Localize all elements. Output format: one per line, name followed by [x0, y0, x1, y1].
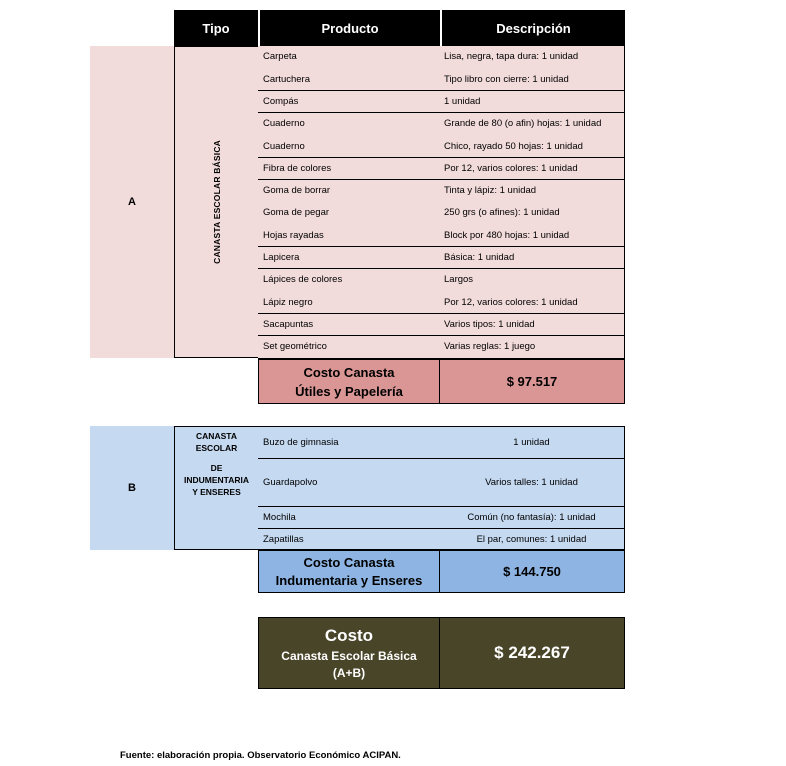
- section-a-producto: Goma de borrar: [263, 185, 331, 197]
- section-a-tipo-cell: [174, 46, 259, 358]
- header-descripcion-label: Descripción: [496, 20, 571, 36]
- section-b-producto-cell: [258, 458, 440, 506]
- section-a-producto-cell: [258, 202, 440, 225]
- header-producto: [258, 10, 440, 46]
- section-a-producto-cell: [258, 46, 440, 69]
- total-label-line1: Costo: [324, 626, 374, 645]
- section-a-descripcion: Varias reglas: 1 juego: [444, 341, 536, 353]
- section-a-descripcion: Lisa, negra, tapa dura: 1 unidad: [444, 51, 579, 63]
- section-a-tipo: CANASTA ESCOLAR BÁSICA: [211, 140, 222, 264]
- section-b-descripcion-cell: [439, 458, 625, 506]
- section-a-producto: Set geométrico: [263, 341, 327, 353]
- section-b-letter: B: [128, 482, 136, 494]
- section-b-producto-cell: [258, 528, 440, 550]
- section-a-descripcion: Básica: 1 unidad: [444, 252, 515, 264]
- section-a-producto-cell: [258, 91, 440, 114]
- section-a-producto-cell: [258, 68, 440, 91]
- section-b-descripcion-cell: [439, 506, 625, 528]
- section-a-cost-value: $ 97.517: [506, 374, 558, 389]
- section-b-tipo-line3: DE: [210, 463, 223, 473]
- section-a-descripcion-cell: [439, 113, 625, 136]
- section-a-descripcion-cell: [439, 202, 625, 225]
- section-a-producto-cell: [258, 314, 440, 337]
- section-a-producto-cell: [258, 336, 440, 359]
- section-a-descripcion-cell: [439, 91, 625, 114]
- section-b-cost-label: [258, 550, 440, 593]
- section-a-descripcion: Largos: [444, 274, 474, 286]
- section-b-descripcion: 1 unidad: [513, 437, 550, 448]
- section-a-producto-cell: [258, 224, 440, 247]
- section-a-descripcion: Por 12, varios colores: 1 unidad: [444, 162, 578, 174]
- section-a-cost-label: [258, 359, 440, 404]
- section-a-descripcion: 250 grs (o afines): 1 unidad: [444, 207, 560, 219]
- section-a-producto-cell: [258, 135, 440, 158]
- section-a-descripcion-cell: [439, 180, 625, 203]
- section-a-descripcion-cell: [439, 336, 625, 359]
- header-producto-label: Producto: [321, 20, 379, 36]
- footer-source: Fuente: elaboración propia. Observatorio Económico ACIPAN.: [120, 750, 401, 761]
- section-b-descripcion: Varios talles: 1 unidad: [485, 477, 578, 488]
- section-b-descripcion-cell: [439, 426, 625, 458]
- section-b-tipo-line2: ESCOLAR: [195, 443, 238, 453]
- section-b-letter-cell: [90, 426, 174, 550]
- section-a-producto: Lápices de colores: [263, 274, 343, 286]
- section-a-cost-label-line1: Costo Canasta: [303, 364, 395, 380]
- section-b-producto: Zapatillas: [263, 533, 304, 545]
- section-a-producto-cell: [258, 113, 440, 136]
- section-a-producto-cell: [258, 269, 440, 292]
- section-a-producto-cell: [258, 247, 440, 270]
- section-b-producto-cell: [258, 506, 440, 528]
- section-a-producto: Cuaderno: [263, 118, 305, 130]
- section-b-producto: Guardapolvo: [263, 477, 318, 488]
- section-a-descripcion-cell: [439, 269, 625, 292]
- total-label-line3: (A+B): [332, 666, 366, 680]
- section-b-producto: Buzo de gimnasia: [263, 437, 339, 448]
- total-value: $ 242.267: [494, 643, 570, 662]
- section-b-cost-label-line1: Costo Canasta: [303, 554, 395, 570]
- section-a-producto: Lapicera: [263, 252, 300, 264]
- section-b-producto-cell: [258, 426, 440, 458]
- section-a-descripcion: Varios tipos: 1 unidad: [444, 318, 535, 330]
- header-tipo: [174, 10, 258, 46]
- section-b-cost-value: $ 144.750: [503, 564, 561, 579]
- section-b-producto: Mochila: [263, 512, 296, 523]
- section-a-producto: Cartuchera: [263, 73, 310, 85]
- section-b-tipo-cell: [174, 426, 259, 550]
- section-a-descripcion-cell: [439, 68, 625, 91]
- header-descripcion: [440, 10, 625, 46]
- section-a-descripcion: Por 12, varios colores: 1 unidad: [444, 296, 578, 308]
- total-label-line2: Canasta Escolar Básica: [281, 649, 417, 663]
- section-a-cost-label-line2: Útiles y Papelería: [295, 383, 403, 399]
- section-a-producto-cell: [258, 158, 440, 181]
- section-a-producto: Carpeta: [263, 51, 297, 63]
- section-a-descripcion-cell: [439, 224, 625, 247]
- section-a-letter-cell: [90, 46, 174, 358]
- section-b-tipo-line1: CANASTA: [196, 431, 237, 441]
- section-a-descripcion-cell: [439, 314, 625, 337]
- section-a-descripcion: Chico, rayado 50 hojas: 1 unidad: [444, 140, 583, 152]
- section-a-producto: Hojas rayadas: [263, 229, 324, 241]
- section-a-descripcion-cell: [439, 291, 625, 314]
- section-a-producto-cell: [258, 291, 440, 314]
- total-label-cell: [258, 617, 440, 689]
- section-b-tipo-line5: Y ENSERES: [192, 487, 241, 497]
- section-a-descripcion: Block por 480 hojas: 1 unidad: [444, 229, 570, 241]
- section-b-cost-value-cell: [439, 550, 625, 593]
- section-b-descripcion: El par, comunes: 1 unidad: [476, 533, 587, 545]
- section-a-descripcion-cell: [439, 46, 625, 69]
- section-a-producto: Lápiz negro: [263, 296, 313, 308]
- section-a-letter: A: [128, 196, 136, 208]
- section-b-descripcion: Común (no fantasía): 1 unidad: [467, 512, 596, 523]
- section-b-cost-label-line2: Indumentaria y Enseres: [275, 572, 423, 588]
- header-tipo-label: Tipo: [202, 20, 230, 36]
- section-a-cost-value-cell: [439, 359, 625, 404]
- total-value-cell: [439, 617, 625, 689]
- section-a-descripcion-cell: [439, 247, 625, 270]
- section-b-tipo-line4: INDUMENTARIA: [183, 475, 249, 485]
- section-a-descripcion: Tipo libro con cierre: 1 unidad: [444, 73, 569, 85]
- section-a-producto: Fibra de colores: [263, 162, 332, 174]
- section-b-descripcion-cell: [439, 528, 625, 550]
- section-a-descripcion: Grande de 80 (o afin) hojas: 1 unidad: [444, 118, 602, 130]
- section-a-descripcion: Tinta y lápiz: 1 unidad: [444, 185, 537, 197]
- section-a-descripcion: 1 unidad: [444, 95, 481, 107]
- section-a-descripcion-cell: [439, 135, 625, 158]
- section-a-producto: Goma de pegar: [263, 207, 330, 219]
- section-a-producto: Cuaderno: [263, 140, 305, 152]
- section-a-producto: Sacapuntas: [263, 318, 314, 330]
- section-a-descripcion-cell: [439, 158, 625, 181]
- section-a-producto: Compás: [263, 95, 299, 107]
- section-a-producto-cell: [258, 180, 440, 203]
